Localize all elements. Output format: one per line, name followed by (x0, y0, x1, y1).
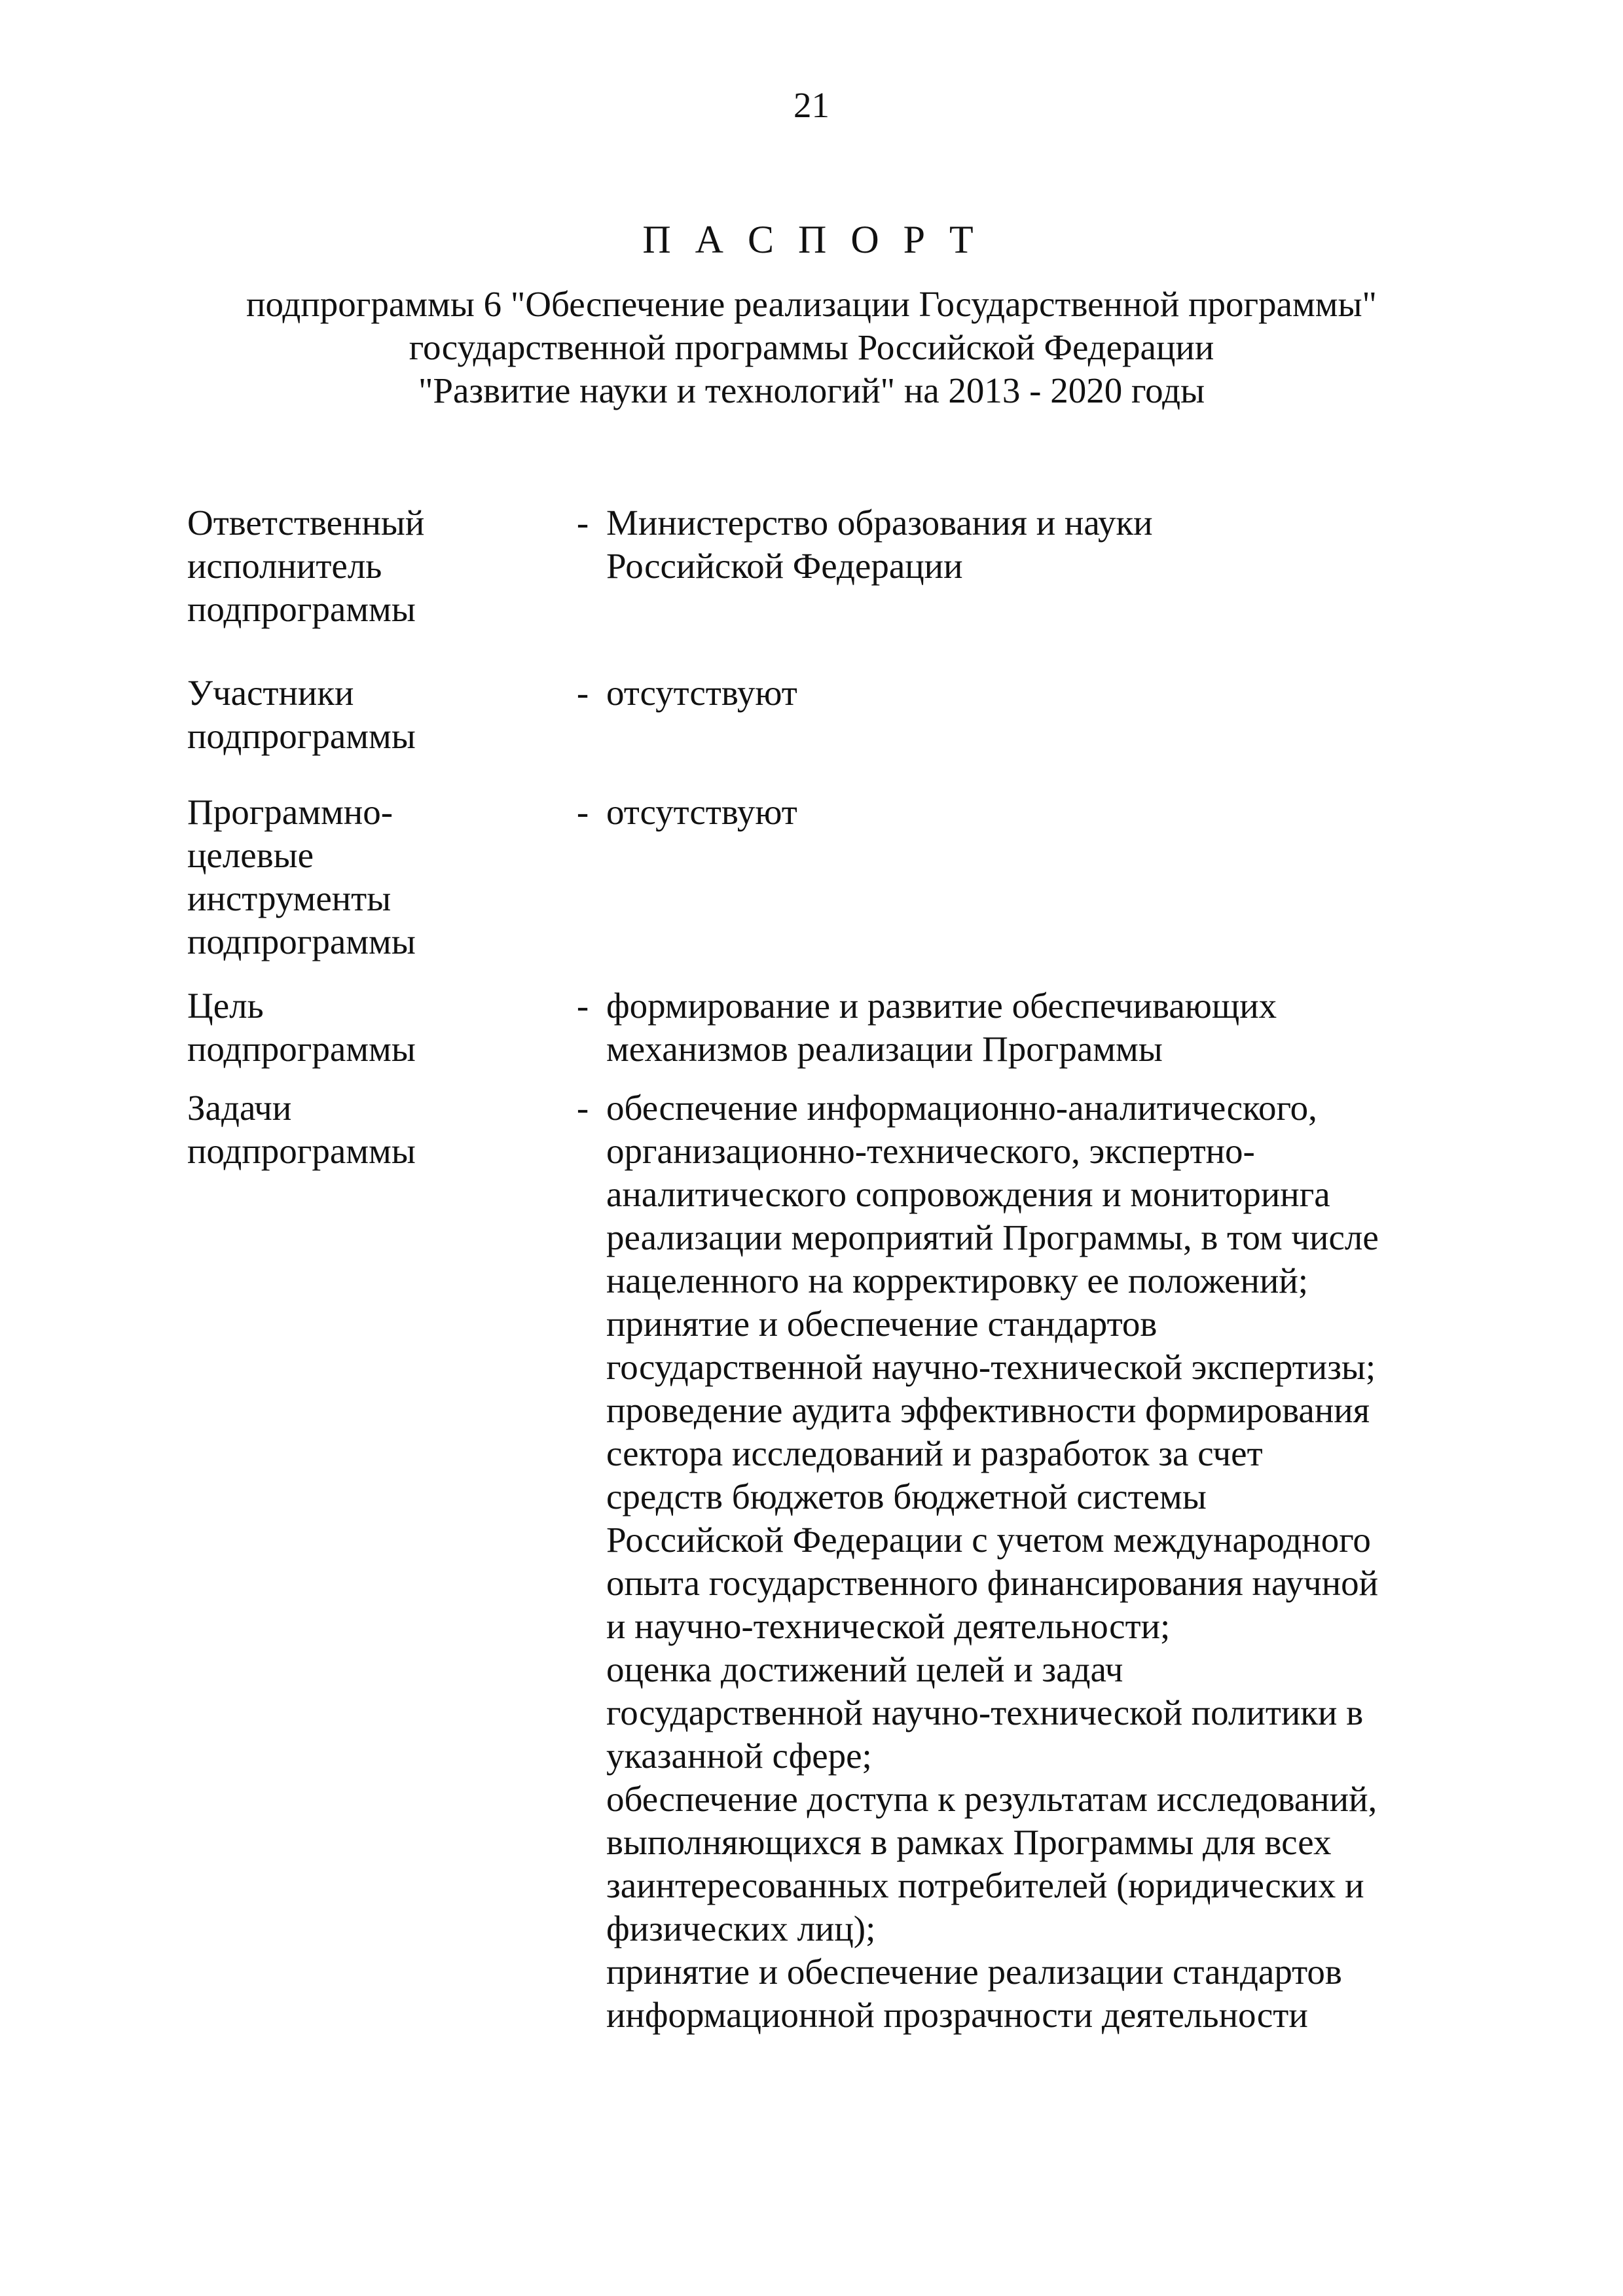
value-line: Российской Федерации с учетом международного (606, 1520, 1371, 1560)
label-line: подпрограммы (187, 589, 416, 629)
subtitle-line: государственной программы Российской Федерации (409, 327, 1214, 367)
label-line: Программно- (187, 792, 393, 832)
label-line: инструменты (187, 878, 392, 918)
value-line: выполняющихся в рамках Программы для всех (606, 1822, 1332, 1862)
value-line: сектора исследований и разработок за счет (606, 1433, 1263, 1473)
row-label (187, 672, 554, 758)
value-line: оценка достижений целей и задач (606, 1649, 1123, 1689)
row-dash: - (576, 673, 589, 713)
row-dash: - (576, 1088, 589, 1128)
value-line: отсутствуют (606, 673, 797, 713)
passport-row-responsible (187, 501, 1497, 672)
value-line: реализации мероприятий Программы, в том числе (606, 1217, 1379, 1257)
row-label (187, 791, 554, 963)
value-line: нацеленного на корректировку ее положений; (606, 1261, 1309, 1300)
label-line: Участники (187, 673, 354, 713)
value-line: организационно-технического, экспертно- (606, 1131, 1255, 1171)
subtitle-line: подпрограммы 6 "Обеспечение реализации Государственной программы" (246, 284, 1377, 324)
page-number: 21 (793, 85, 830, 125)
row-dash: - (576, 986, 589, 1026)
value-line: механизмов реализации Программы (606, 1029, 1163, 1069)
label-line: подпрограммы (187, 922, 416, 961)
passport-table (187, 501, 1497, 2037)
label-line: целевые (187, 835, 314, 875)
value-line: обеспечение информационно-аналитического, (606, 1088, 1317, 1128)
label-line: исполнитель (187, 546, 382, 586)
passport-row-goal (187, 984, 1497, 1086)
value-line: Министерство образования и науки (606, 503, 1153, 543)
value-line: и научно-технической деятельности; (606, 1606, 1171, 1646)
row-value (606, 791, 1497, 834)
label-line: подпрограммы (187, 1131, 416, 1171)
row-value (606, 1086, 1497, 2037)
value-line: принятие и обеспечение реализации стандартов (606, 1952, 1342, 1992)
value-line: формирование и развитие обеспечивающих (606, 986, 1277, 1026)
value-line: аналитического сопровождения и мониторинга (606, 1174, 1330, 1214)
value-line: информационной прозрачности деятельности (606, 1995, 1308, 2035)
label-line: подпрограммы (187, 716, 416, 756)
value-line: отсутствуют (606, 792, 797, 832)
label-line: Цель (187, 986, 264, 1026)
row-dash: - (576, 792, 589, 832)
document-heading: П А С П О Р Т (642, 218, 981, 261)
passport-row-tasks (187, 1086, 1497, 2037)
row-value (606, 672, 1497, 715)
value-line: обеспечение доступа к результатам исследований, (606, 1779, 1377, 1819)
value-line: опыта государственного финансирования научной (606, 1563, 1379, 1603)
value-line: принятие и обеспечение стандартов (606, 1304, 1158, 1344)
row-dash: - (576, 503, 589, 543)
row-value (606, 501, 1497, 588)
document-subtitle (0, 283, 1623, 412)
value-line: указанной сфере; (606, 1736, 872, 1776)
row-label (187, 1086, 554, 1173)
value-line: Российской Федерации (606, 546, 963, 586)
label-line: Ответственный (187, 503, 425, 543)
value-line: средств бюджетов бюджетной системы (606, 1477, 1207, 1516)
label-line: Задачи (187, 1088, 292, 1128)
passport-row-participants (187, 672, 1497, 791)
label-line: подпрограммы (187, 1029, 416, 1069)
row-label (187, 501, 554, 631)
value-line: физических лиц); (606, 1909, 876, 1948)
row-label (187, 984, 554, 1071)
row-value (606, 984, 1497, 1071)
value-line: государственной научно-технической экспертизы; (606, 1347, 1376, 1387)
value-line: проведение аудита эффективности формирования (606, 1390, 1370, 1430)
value-line: заинтересованных потребителей (юридических и (606, 1865, 1364, 1905)
subtitle-line: "Развитие науки и технологий" на 2013 - 2020 годы (418, 370, 1205, 410)
passport-row-instruments (187, 791, 1497, 984)
value-line: государственной научно-технической политики в (606, 1693, 1364, 1732)
